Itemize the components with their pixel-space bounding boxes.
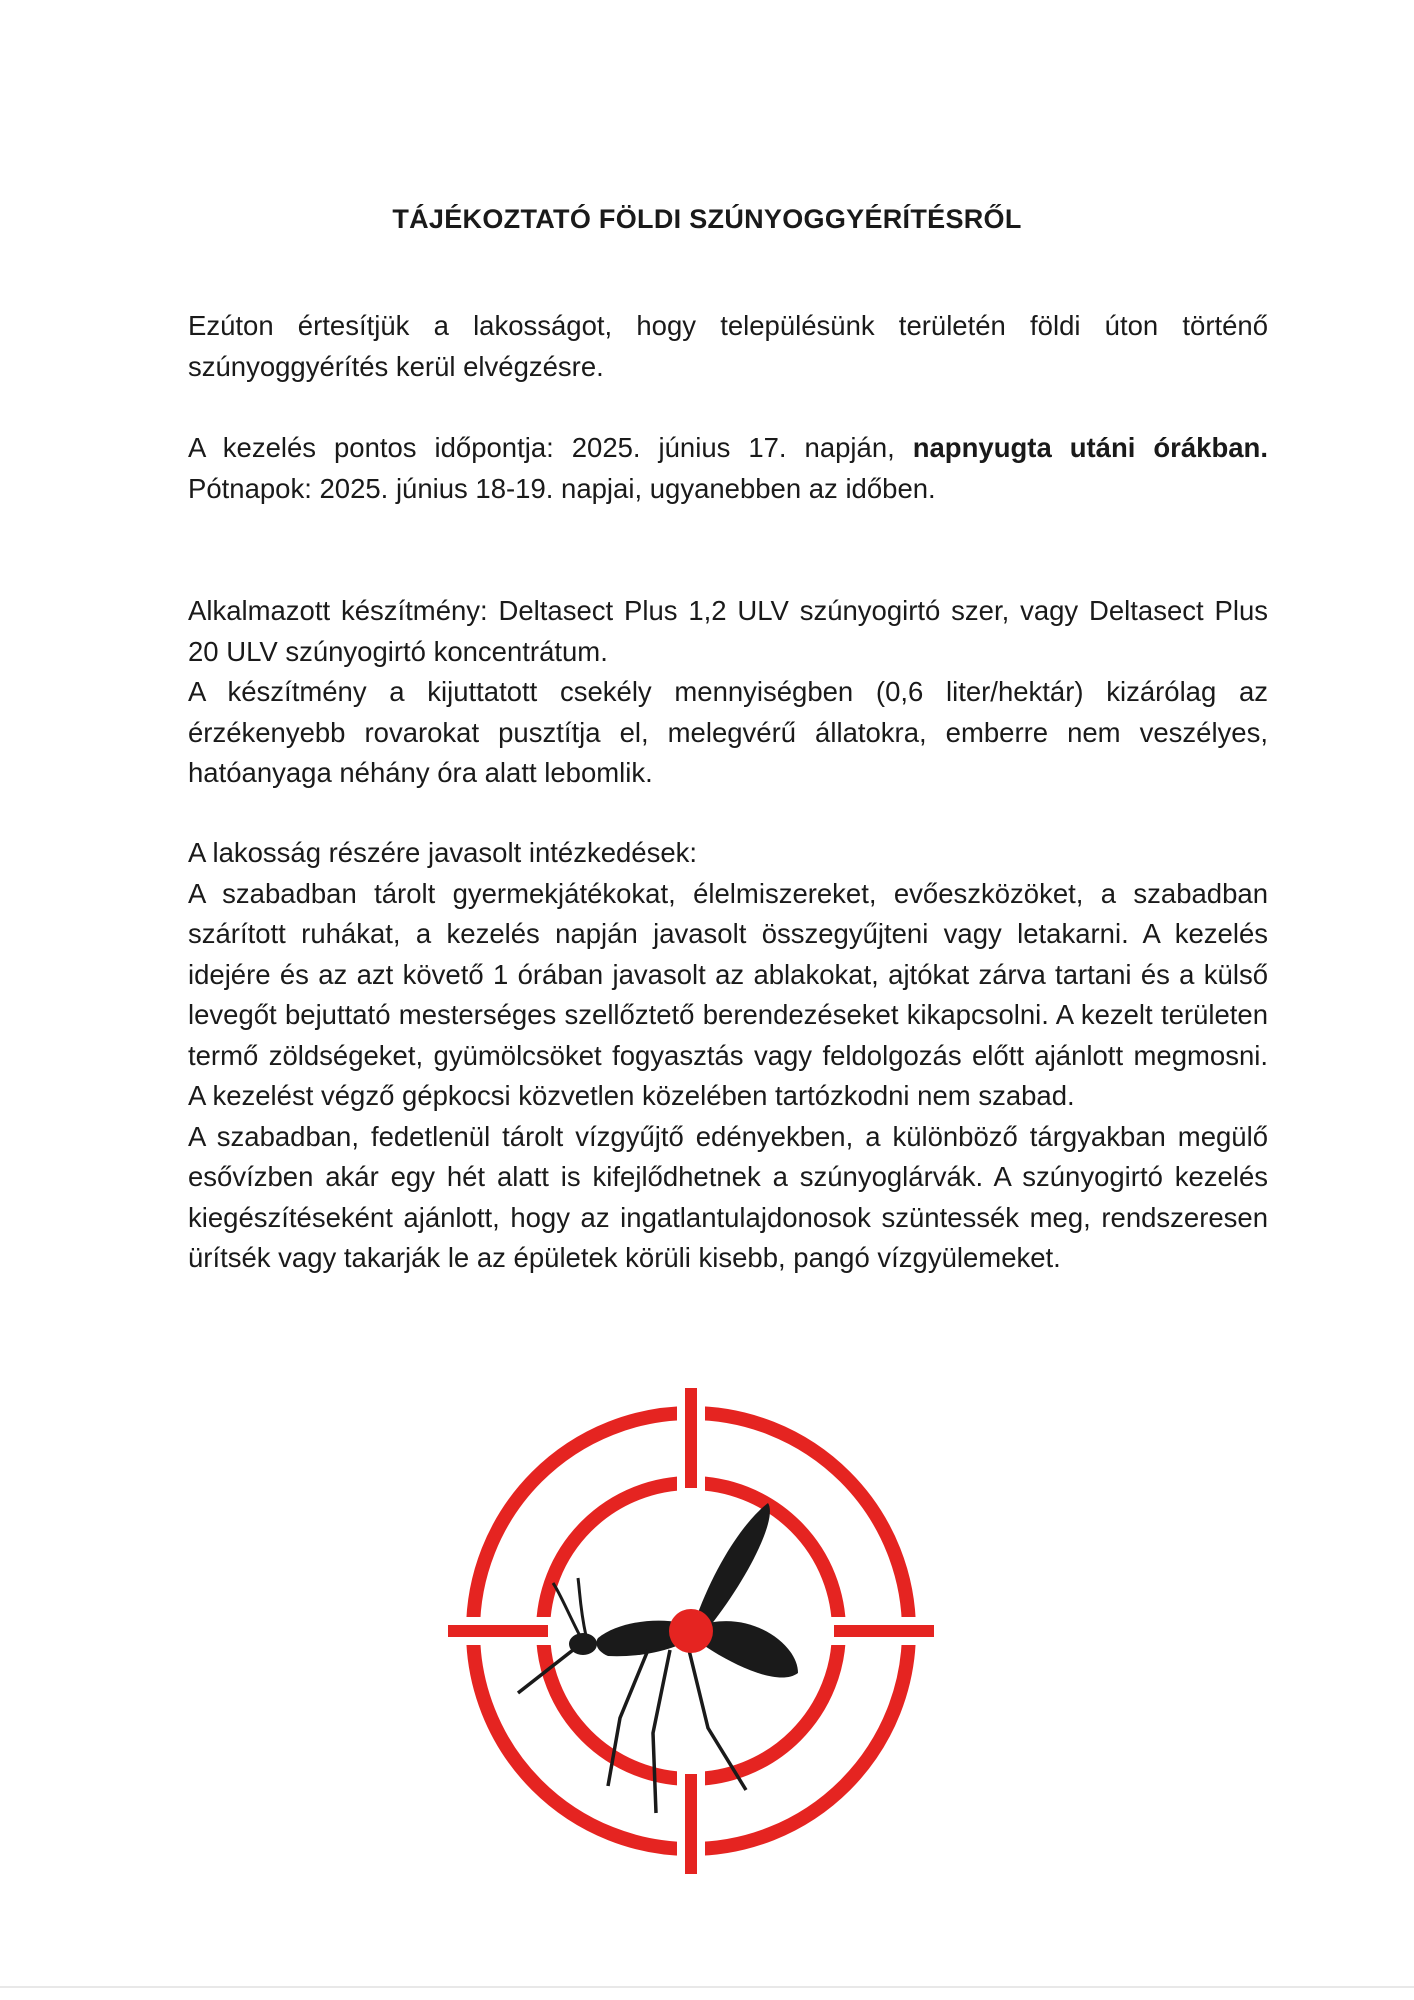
mosquito-target-icon	[448, 1388, 934, 1874]
schedule-date: A kezelés pontos időpontja: 2025. június 17. napján,	[188, 432, 913, 463]
schedule-paragraph	[188, 428, 1268, 509]
measures-text-1: A szabadban tárolt gyermekjátékokat, élelmiszereket, evőeszközöket, a szabadban szárított ruhákat, a kezelés napján javasolt összegyűjteni vagy letakarni. A kezelés idejére és az azt követő 1 órában javasolt az ablakokat, ajtókat zárva tartani és a külső levegőt bejuttató mesterséges szellőztető berendezéseket kikapcsolni. A kezelt területen termő zöldségeket, gyümölcsöket fogyasztás vagy feldolgozás előtt ajánlott megmosni. A kezelést végző gépkocsi közvetlen közelében tartózkodni nem szabad.	[188, 877, 1268, 1111]
measures-text-2: A szabadban, fedetlenül tárolt vízgyűjtő edényekben, a különböző tárgyakban megülő esővízben akár egy hét alatt is kifejlődhetnek a szúnyoglárvák. A szúnyogirtó kezelés kiegészítéseként ajánlott, hogy az ingatlantulajdonosok szüntessék meg, rendszeresen ürítsék vagy takarják le az épületek körüli kisebb, pangó vízgyülemeket.	[188, 1120, 1268, 1273]
product-paragraph	[188, 591, 1268, 794]
bottom-divider	[0, 1986, 1414, 1988]
schedule-backup-days: Pótnapok: 2025. június 18-19. napjai, ugyanebben az időben.	[188, 472, 936, 504]
product-name-text: Alkalmazott készítmény: Deltasect Plus 1,2 ULV szúnyogirtó szer, vagy Deltasect Plus 20 ULV szúnyogirtó koncentrátum.	[188, 595, 1268, 667]
intro-paragraph	[188, 306, 1268, 387]
schedule-time-bold: napnyugta utáni órákban.	[912, 432, 1268, 463]
measures-heading: A lakosság részére javasolt intézkedések:	[188, 837, 698, 868]
document-title: TÁJÉKOZTATÓ FÖLDI SZÚNYOGGYÉRÍTÉSRŐL	[392, 204, 1022, 234]
product-safety-text: A készítmény a kijuttatott csekély mennyiségben (0,6 liter/hektár) kizárólag az érzékenyebb rovarokat pusztítja el, melegvérű állatokra, emberre nem veszélyes, hatóanyaga néhány óra alatt lebomlik.	[188, 676, 1268, 788]
measures-paragraph	[188, 833, 1268, 1279]
intro-text: Ezúton értesítjük a lakosságot, hogy településünk területén földi úton történő szúnyoggyérítés kerül elvégzésre.	[188, 310, 1268, 382]
schedule-text	[188, 428, 1268, 509]
